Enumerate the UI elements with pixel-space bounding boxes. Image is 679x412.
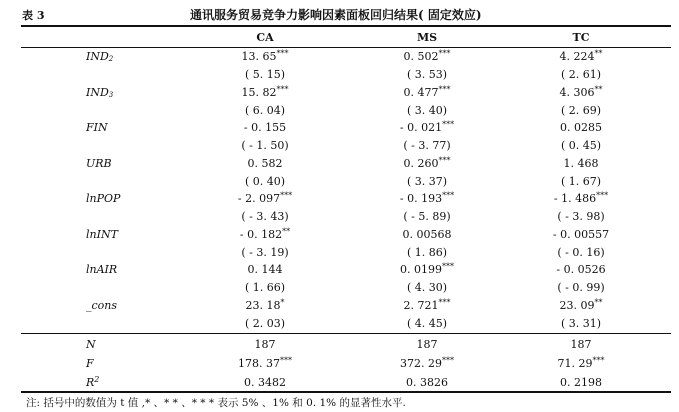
- stat-label: N: [86, 338, 96, 351]
- t-value-cell: ( 0. 40): [244, 174, 286, 188]
- t-value-cell: ( 3. 53): [406, 68, 448, 81]
- coefficient-cell: 0. 144: [247, 263, 283, 276]
- stats-rule: [21, 333, 671, 334]
- coefficient-cell: 0. 477***: [403, 84, 451, 99]
- t-value-cell: ( 2. 61): [560, 68, 602, 81]
- table-title: 通讯服务贸易竞争力影响因素面板回归结果( 固定效应): [190, 8, 482, 22]
- t-value-cell: ( - 1. 50): [241, 139, 289, 152]
- variable-label: lnAIR: [86, 263, 118, 276]
- t-value-cell: ( - 0. 16): [557, 245, 605, 259]
- t-value-cell: ( 1. 67): [560, 174, 602, 188]
- coefficient-cell: - 0. 155: [243, 121, 287, 134]
- stat-label: F: [86, 357, 94, 370]
- t-value-cell: ( - 0. 99): [557, 281, 605, 294]
- coefficient-cell: 23. 09**: [559, 297, 603, 312]
- top-rule: [21, 25, 671, 27]
- header-rule: [21, 47, 671, 48]
- t-value-cell: ( 3. 40): [406, 103, 448, 117]
- coefficient-cell: 0. 0285: [560, 121, 602, 134]
- t-value-cell: ( 2. 03): [244, 316, 286, 330]
- column-header-tc: TC: [572, 31, 590, 44]
- variable-label: IND2: [86, 50, 114, 63]
- stat-value-cell: 71. 29***: [557, 356, 605, 370]
- coefficient-cell: - 0. 00557: [552, 227, 610, 241]
- variable-label: IND3: [86, 85, 114, 99]
- variable-label: URB: [86, 156, 112, 170]
- t-value-cell: ( - 3. 43): [241, 210, 289, 223]
- coefficient-cell: 0. 582: [247, 156, 283, 170]
- t-value-cell: ( - 3. 77): [403, 139, 451, 152]
- variable-label: _cons: [86, 298, 118, 312]
- coefficient-cell: 2. 721***: [403, 297, 451, 312]
- t-value-cell: ( 0. 45): [560, 139, 602, 152]
- stat-value-cell: 372. 29***: [400, 356, 454, 370]
- coefficient-cell: 23. 18*: [245, 297, 285, 312]
- coefficient-cell: 4. 306**: [559, 84, 603, 99]
- stat-value-cell: 0. 3482: [244, 376, 286, 389]
- stat-value-cell: 187: [254, 338, 276, 351]
- coefficient-cell: 0. 502***: [403, 49, 451, 63]
- coefficient-cell: - 0. 182**: [239, 226, 291, 241]
- header-row: [0, 0, 679, 22]
- coefficient-cell: 0. 00568: [402, 227, 452, 241]
- variable-label: lnINT: [86, 227, 118, 241]
- stat-value-cell: 178. 37***: [238, 356, 292, 370]
- coefficient-cell: - 0. 193***: [399, 191, 455, 205]
- t-value-cell: ( 6. 04): [244, 103, 286, 117]
- coefficient-cell: - 1. 486***: [553, 191, 609, 205]
- t-value-cell: ( - 3. 19): [241, 245, 289, 259]
- t-value-cell: ( 1. 86): [406, 245, 448, 259]
- t-value-cell: ( 1. 66): [244, 281, 286, 294]
- column-header-ms: MS: [416, 31, 438, 44]
- stat-value-cell: 0. 3826: [406, 376, 448, 389]
- table-note: 注: 括号中的数值为 t 值 ,* 、* * 、* * * 表示 5% 、1% 和 0. 1% 的显著性水平.: [26, 397, 406, 409]
- coefficient-cell: - 0. 0526: [556, 263, 606, 276]
- t-value-cell: ( 5. 15): [244, 68, 286, 81]
- coefficient-cell: 0. 260***: [403, 155, 451, 170]
- t-value-cell: ( 2. 69): [560, 103, 602, 117]
- t-value-cell: ( 3. 37): [406, 174, 448, 188]
- coefficient-cell: 1. 468: [563, 156, 599, 170]
- coefficient-cell: 0. 0199***: [400, 262, 454, 276]
- variable-label: FIN: [86, 121, 108, 134]
- coefficient-cell: - 0. 021***: [399, 120, 455, 134]
- stat-label: $R^2$: [86, 375, 100, 389]
- bottom-rule: [21, 391, 671, 393]
- stat-value-cell: 187: [416, 338, 438, 351]
- column-header-ca: CA: [256, 31, 274, 44]
- t-value-cell: ( - 5. 89): [403, 210, 451, 223]
- coefficient-cell: 13. 65***: [241, 49, 289, 63]
- coefficient-cell: - 2. 097***: [237, 191, 293, 205]
- t-value-cell: ( 4. 30): [406, 281, 448, 294]
- coefficient-cell: 4. 224**: [559, 49, 603, 63]
- t-value-cell: ( - 3. 98): [557, 210, 605, 223]
- t-value-cell: ( 3. 31): [560, 316, 602, 330]
- table-number: 表 3: [22, 9, 45, 22]
- t-value-cell: ( 4. 45): [406, 316, 448, 330]
- variable-label: lnPOP: [86, 192, 121, 205]
- coefficient-cell: 15. 82***: [241, 84, 289, 99]
- stat-value-cell: 187: [570, 338, 592, 351]
- stat-value-cell: 0. 2198: [560, 376, 602, 389]
